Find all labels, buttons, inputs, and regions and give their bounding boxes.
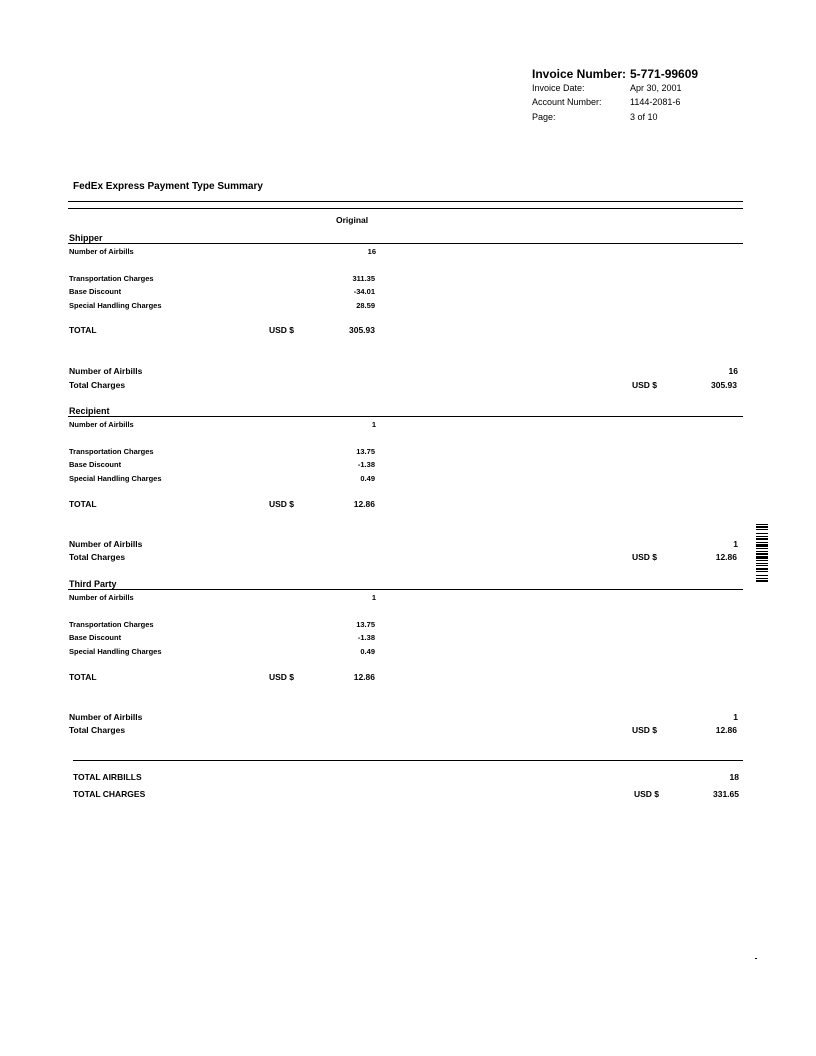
summary-airbills-label: Number of Airbills — [69, 366, 143, 376]
row-label: Number of Airbills — [69, 420, 134, 429]
grand-total-rule — [73, 760, 743, 761]
total-airbills-label: TOTAL AIRBILLS — [73, 772, 142, 782]
total-airbills-value: 18 — [729, 772, 739, 782]
barcode-stripe — [756, 565, 768, 566]
account-number-value: 1144-2081-6 — [630, 97, 681, 107]
row-value: -1.38 — [357, 460, 375, 469]
summary-currency: USD $ — [632, 725, 658, 735]
barcode-stripe — [756, 551, 768, 552]
barcode-stripe — [756, 542, 768, 543]
row-label: Transportation Charges — [69, 447, 154, 456]
barcode-stripe — [756, 580, 768, 582]
total-label: TOTAL — [69, 499, 97, 509]
barcode-stripe — [756, 529, 768, 530]
barcode-stripe — [756, 553, 768, 555]
barcode-stripe — [756, 536, 768, 537]
summary-charges-label: Total Charges — [69, 380, 126, 390]
barcode-stripe — [756, 544, 768, 547]
total-value: 305.93 — [349, 325, 375, 335]
total-charges-currency: USD $ — [634, 789, 660, 799]
summary-charges-label: Total Charges — [69, 725, 126, 735]
total-charges-value: 331.65 — [713, 789, 739, 799]
row-value: -34.01 — [353, 287, 375, 296]
row-label: Base Discount — [69, 287, 122, 296]
summary-airbills-label: Number of Airbills — [69, 712, 143, 722]
summary-airbills-value: 16 — [728, 366, 738, 376]
summary-airbills-label: Number of Airbills — [69, 539, 143, 549]
summary-airbills-value: 1 — [733, 712, 738, 722]
summary-charges-value: 12.86 — [715, 725, 737, 735]
column-header-original: Original — [336, 215, 369, 225]
row-label: Number of Airbills — [69, 247, 134, 256]
row-value: 13.75 — [356, 620, 375, 629]
total-currency: USD $ — [269, 672, 295, 682]
corner-mark — [755, 958, 757, 959]
page-value: 3 of 10 — [630, 112, 658, 122]
row-value: 0.49 — [360, 474, 375, 483]
row-value: 16 — [367, 247, 376, 256]
row-label: Transportation Charges — [69, 620, 154, 629]
barcode-stripe — [756, 526, 768, 528]
account-number-label: Account Number: — [532, 97, 602, 107]
total-value: 12.86 — [353, 672, 375, 682]
invoice-date-label: Invoice Date: — [532, 83, 585, 93]
barcode-stripe — [756, 560, 768, 561]
summary-charges-value: 305.93 — [711, 380, 737, 390]
total-charges-label: TOTAL CHARGES — [73, 789, 146, 799]
barcode-stripe — [756, 575, 768, 576]
invoice-number-label: Invoice Number: — [532, 67, 627, 81]
row-value: 1 — [371, 593, 376, 602]
row-value: 1 — [371, 420, 376, 429]
section-title-shipper: Shipper — [69, 233, 103, 243]
total-label: TOTAL — [69, 325, 97, 335]
row-value: 0.49 — [360, 647, 375, 656]
summary-charges-value: 12.86 — [715, 552, 737, 562]
row-label: Transportation Charges — [69, 274, 154, 283]
row-value: 311.35 — [352, 274, 375, 283]
summary-currency: USD $ — [632, 380, 658, 390]
page-title: FedEx Express Payment Type Summary — [73, 181, 263, 192]
barcode-stripe — [756, 556, 768, 559]
summary-currency: USD $ — [632, 552, 658, 562]
barcode-stripe — [756, 533, 768, 534]
barcode-icon — [756, 524, 768, 622]
total-currency: USD $ — [269, 499, 295, 509]
section-rule — [68, 416, 743, 417]
barcode-stripe — [756, 548, 768, 549]
row-label: Number of Airbills — [69, 593, 134, 602]
barcode-stripe — [756, 538, 768, 540]
page-label: Page: — [532, 112, 556, 122]
invoice-date-value: Apr 30, 2001 — [630, 83, 682, 93]
row-label: Special Handling Charges — [69, 474, 162, 483]
barcode-stripe — [756, 563, 768, 564]
divider — [68, 201, 743, 202]
section-title-third-party: Third Party — [69, 579, 117, 589]
row-label: Special Handling Charges — [69, 301, 162, 310]
row-value: 13.75 — [356, 447, 375, 456]
row-label: Base Discount — [69, 460, 122, 469]
row-value: 28.59 — [356, 301, 375, 310]
row-label: Base Discount — [69, 633, 122, 642]
section-rule — [68, 589, 743, 590]
row-label: Special Handling Charges — [69, 647, 162, 656]
divider — [68, 208, 743, 209]
total-label: TOTAL — [69, 672, 97, 682]
section-rule — [68, 243, 743, 244]
summary-airbills-value: 1 — [733, 539, 738, 549]
summary-charges-label: Total Charges — [69, 552, 126, 562]
row-value: -1.38 — [357, 633, 375, 642]
barcode-stripe — [756, 578, 768, 579]
barcode-stripe — [756, 524, 768, 525]
section-title-recipient: Recipient — [69, 406, 110, 416]
barcode-stripe — [756, 568, 768, 570]
total-currency: USD $ — [269, 325, 295, 335]
barcode-stripe — [756, 571, 768, 572]
invoice-number-value: 5-771-99609 — [630, 67, 699, 81]
total-value: 12.86 — [353, 499, 375, 509]
